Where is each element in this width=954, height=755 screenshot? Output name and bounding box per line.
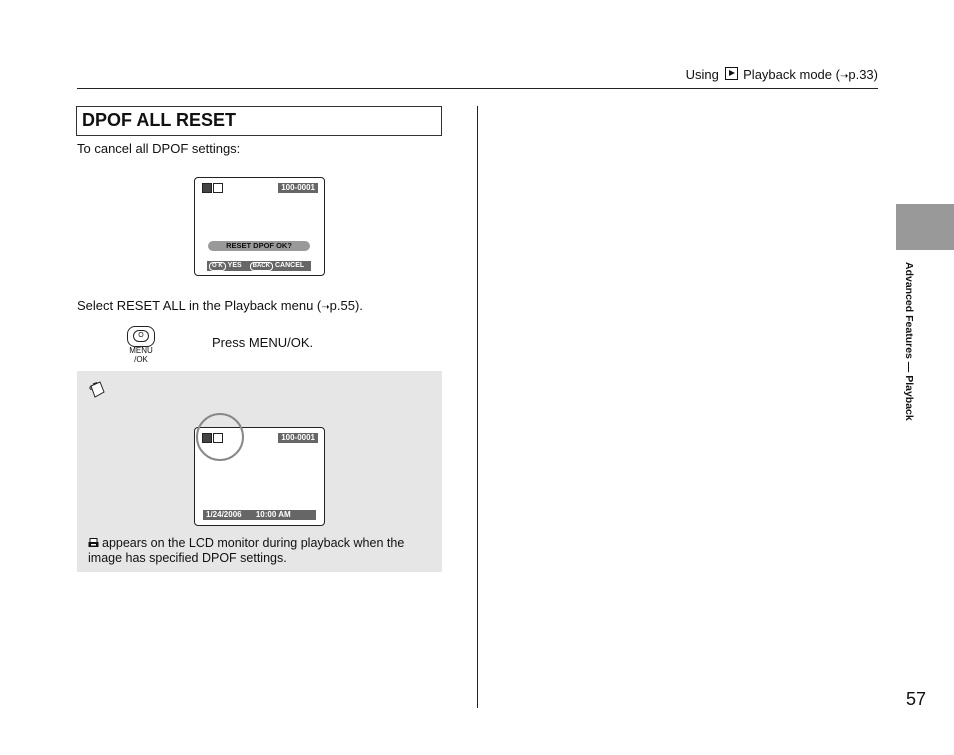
lcd-file-number: 100-0001 [278,183,318,193]
intro-text: To cancel all DPOF settings: [77,141,241,156]
arrow-icon: ➝ [839,71,849,82]
header-ref: p.33) [848,67,878,82]
back-key-icon: BACK [250,262,273,271]
ok-key-icon: O K [209,262,226,271]
lcd-file-number: 100-0001 [278,433,318,443]
column-divider [477,106,478,708]
lcd-status-icons [202,183,224,195]
note-body: appears on the LCD monitor during playback when the image has specified DPOF settings. [88,536,405,565]
lcd-time: 10:00 AM [255,510,291,519]
highlight-circle [196,413,244,461]
ok-label: YES [227,262,242,269]
lcd-dialog-message: RESET DPOF OK? [208,241,310,251]
header-divider [77,88,878,89]
page-number: 57 [906,689,927,709]
arrow-icon: ➝ [321,302,330,313]
chapter-label [903,262,917,462]
lcd-date: 1/24/2006 [206,510,242,519]
menu-ok-button-symbol: O [133,330,149,342]
step-select-reset-all [77,298,363,313]
menu-ok-button-label [123,346,159,364]
header-suffix: Playback mode ( [743,67,840,82]
lcd-button-bar [207,261,311,271]
chapter-label-text: Advanced Features — Playback [903,262,915,421]
step1-text: Select RESET ALL in the Playback menu ( [77,298,322,313]
menu-label-line2: /OK [134,355,148,364]
section-title: DPOF ALL RESET [82,110,237,130]
cancel-label: CANCEL [274,262,305,269]
note-text [88,536,433,566]
step1-ref: p.55). [329,298,363,313]
menu-label-line1: MENU [129,346,153,355]
memo-icon [88,380,108,405]
dpof-print-icon [213,183,223,193]
playback-icon [725,67,738,80]
press-menu-ok-text: Press MENU/OK. [212,335,314,350]
header-prefix: Using [685,67,719,82]
lcd-date-time-bar [203,510,316,520]
page-header [686,67,878,82]
playback-mode-icon [202,183,212,193]
printer-icon [88,538,99,548]
lcd-reset-dialog [194,177,325,276]
chapter-tab [896,204,954,250]
